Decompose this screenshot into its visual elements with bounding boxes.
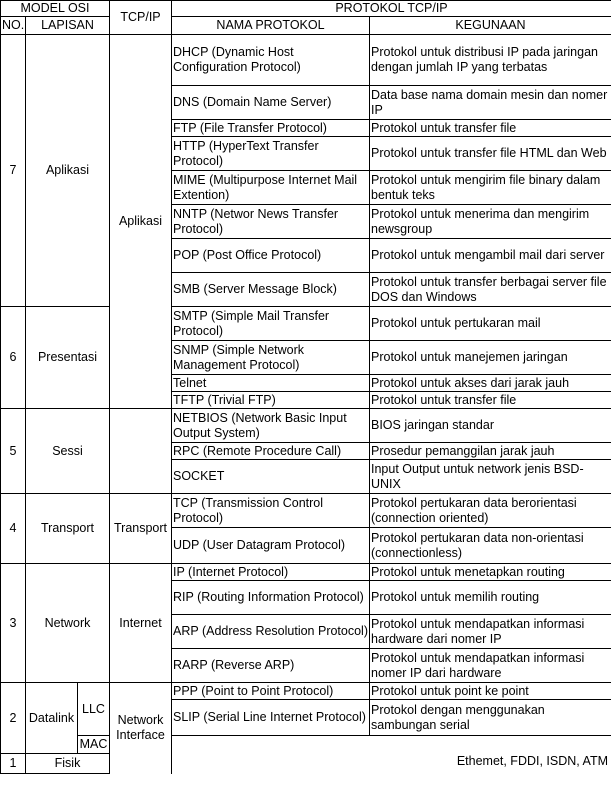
protocol-use: Protokol untuk transfer berbagai server file DOS dan Windows — [370, 273, 611, 307]
protocol-use: Protokol untuk mendapatkan informasi hardware dari nomer IP — [370, 615, 611, 649]
osi-layer-no: 5 — [1, 409, 26, 494]
osi-layer-no: 6 — [1, 307, 26, 409]
protocol-name: NETBIOS (Network Basic Input Output System) — [172, 409, 370, 443]
header-tcpip: TCP/IP — [110, 1, 172, 35]
protocol-name: TCP (Transmission Control Protocol) — [172, 494, 370, 528]
osi-layer-name: Datalink — [26, 683, 78, 754]
protocol-name: NNTP (Networ News Transfer Protocol) — [172, 205, 370, 239]
protocol-use: Protokol dengan menggunakan sambungan serial — [370, 700, 611, 736]
osi-layer-name: Network — [26, 564, 110, 683]
header-no: NO. — [1, 17, 26, 35]
header-model-osi: MODEL OSI — [1, 1, 110, 17]
protocol-use: Protokol untuk transfer file — [370, 392, 611, 409]
protocol-use: Protokol untuk menetapkan routing — [370, 564, 611, 581]
tcpip-layer: Internet — [110, 564, 172, 683]
tcpip-layer: Network Interface — [110, 683, 172, 774]
protocol-use: Protokol untuk mengirim file binary dalam bentuk teks — [370, 171, 611, 205]
protocol-use: Protokol untuk transfer file — [370, 120, 611, 137]
protocol-name: RIP (Routing Information Protocol) — [172, 581, 370, 615]
protocol-name: HTTP (HyperText Transfer Protocol) — [172, 137, 370, 171]
osi-layer-name: Transport — [26, 494, 110, 564]
osi-layer-name: Sessi — [26, 409, 110, 494]
protocol-name: PPP (Point to Point Protocol) — [172, 683, 370, 700]
protocol-use: Protokol untuk pertukaran mail — [370, 307, 611, 341]
osi-sublayer-mac: MAC — [78, 736, 110, 754]
protocol-use: Protokol untuk distribusi IP pada jaringan dengan jumlah IP yang terbatas — [370, 35, 611, 86]
protocol-name: SLIP (Serial Line Internet Protocol) — [172, 700, 370, 736]
osi-layer-no: 3 — [1, 564, 26, 683]
tcpip-layer-empty — [110, 409, 172, 494]
osi-layer-no: 2 — [1, 683, 26, 754]
protocol-name: ARP (Address Resolution Protocol) — [172, 615, 370, 649]
protocol-name: SNMP (Simple Network Management Protocol) — [172, 341, 370, 375]
protocol-name: RARP (Reverse ARP) — [172, 649, 370, 683]
protocol-name: SMTP (Simple Mail Transfer Protocol) — [172, 307, 370, 341]
protocol-use: Protokol untuk transfer file HTML dan Web — [370, 137, 611, 171]
osi-layer-name: Aplikasi — [26, 35, 110, 307]
osi-layer-no: 4 — [1, 494, 26, 564]
protocol-use: Protokol pertukaran data non-orientasi (connectionless) — [370, 528, 611, 564]
osi-sublayer-llc: LLC — [78, 683, 110, 736]
protocol-name: SMB (Server Message Block) — [172, 273, 370, 307]
protocol-name: MIME (Multipurpose Internet Mail Extention) — [172, 171, 370, 205]
tcpip-layer: Aplikasi — [110, 35, 172, 409]
protocol-name: IP (Internet Protocol) — [172, 564, 370, 581]
protocol-name: DNS (Domain Name Server) — [172, 86, 370, 120]
tcpip-layer: Transport — [110, 494, 172, 564]
protocol-name: RPC (Remote Procedure Call) — [172, 443, 370, 460]
protocol-name: SOCKET — [172, 460, 370, 494]
protocol-name: POP (Post Office Protocol) — [172, 239, 370, 273]
protocol-use: Data base nama domain mesin dan nomer IP — [370, 86, 611, 120]
protocol-name: TFTP (Trivial FTP) — [172, 392, 370, 409]
protocol-use: Protokol pertukaran data berorientasi (connection oriented) — [370, 494, 611, 528]
osi-layer-no: 1 — [1, 754, 26, 774]
protocol-use: BIOS jaringan standar — [370, 409, 611, 443]
header-kegunaan: KEGUNAAN — [370, 17, 611, 35]
header-protokol-tcpip: PROTOKOL TCP/IP — [172, 1, 611, 17]
protocol-use: Input Output untuk network jenis BSD-UNIX — [370, 460, 611, 494]
protocol-name: DHCP (Dynamic Host Configuration Protocol) — [172, 35, 370, 86]
protocol-use: Protokol untuk akses dari jarak jauh — [370, 375, 611, 392]
protocol-name: UDP (User Datagram Protocol) — [172, 528, 370, 564]
protocol-use: Protokol untuk mendapatkan informasi nomer IP dari hardware — [370, 649, 611, 683]
osi-layer-name: Presentasi — [26, 307, 110, 409]
osi-layer-no: 7 — [1, 35, 26, 307]
header-nama-protokol: NAMA PROTOKOL — [172, 17, 370, 35]
protocol-use: Protokol untuk memilih routing — [370, 581, 611, 615]
protocol-use: Protokol untuk manejemen jaringan — [370, 341, 611, 375]
header-lapisan: LAPISAN — [26, 17, 110, 35]
protocol-use: Protokol untuk menerima dan mengirim newsgroup — [370, 205, 611, 239]
physical-media-note: Ethemet, FDDI, ISDN, ATM — [456, 754, 608, 768]
protocol-use: Protokol untuk point ke point — [370, 683, 611, 700]
osi-layer-name: Fisik — [26, 754, 110, 774]
protocol-use: Prosedur pemanggilan jarak jauh — [370, 443, 611, 460]
protocol-use: Protokol untuk mengambil mail dari server — [370, 239, 611, 273]
protocol-name: FTP (File Transfer Protocol) — [172, 120, 370, 137]
protocol-name: Telnet — [172, 375, 370, 392]
